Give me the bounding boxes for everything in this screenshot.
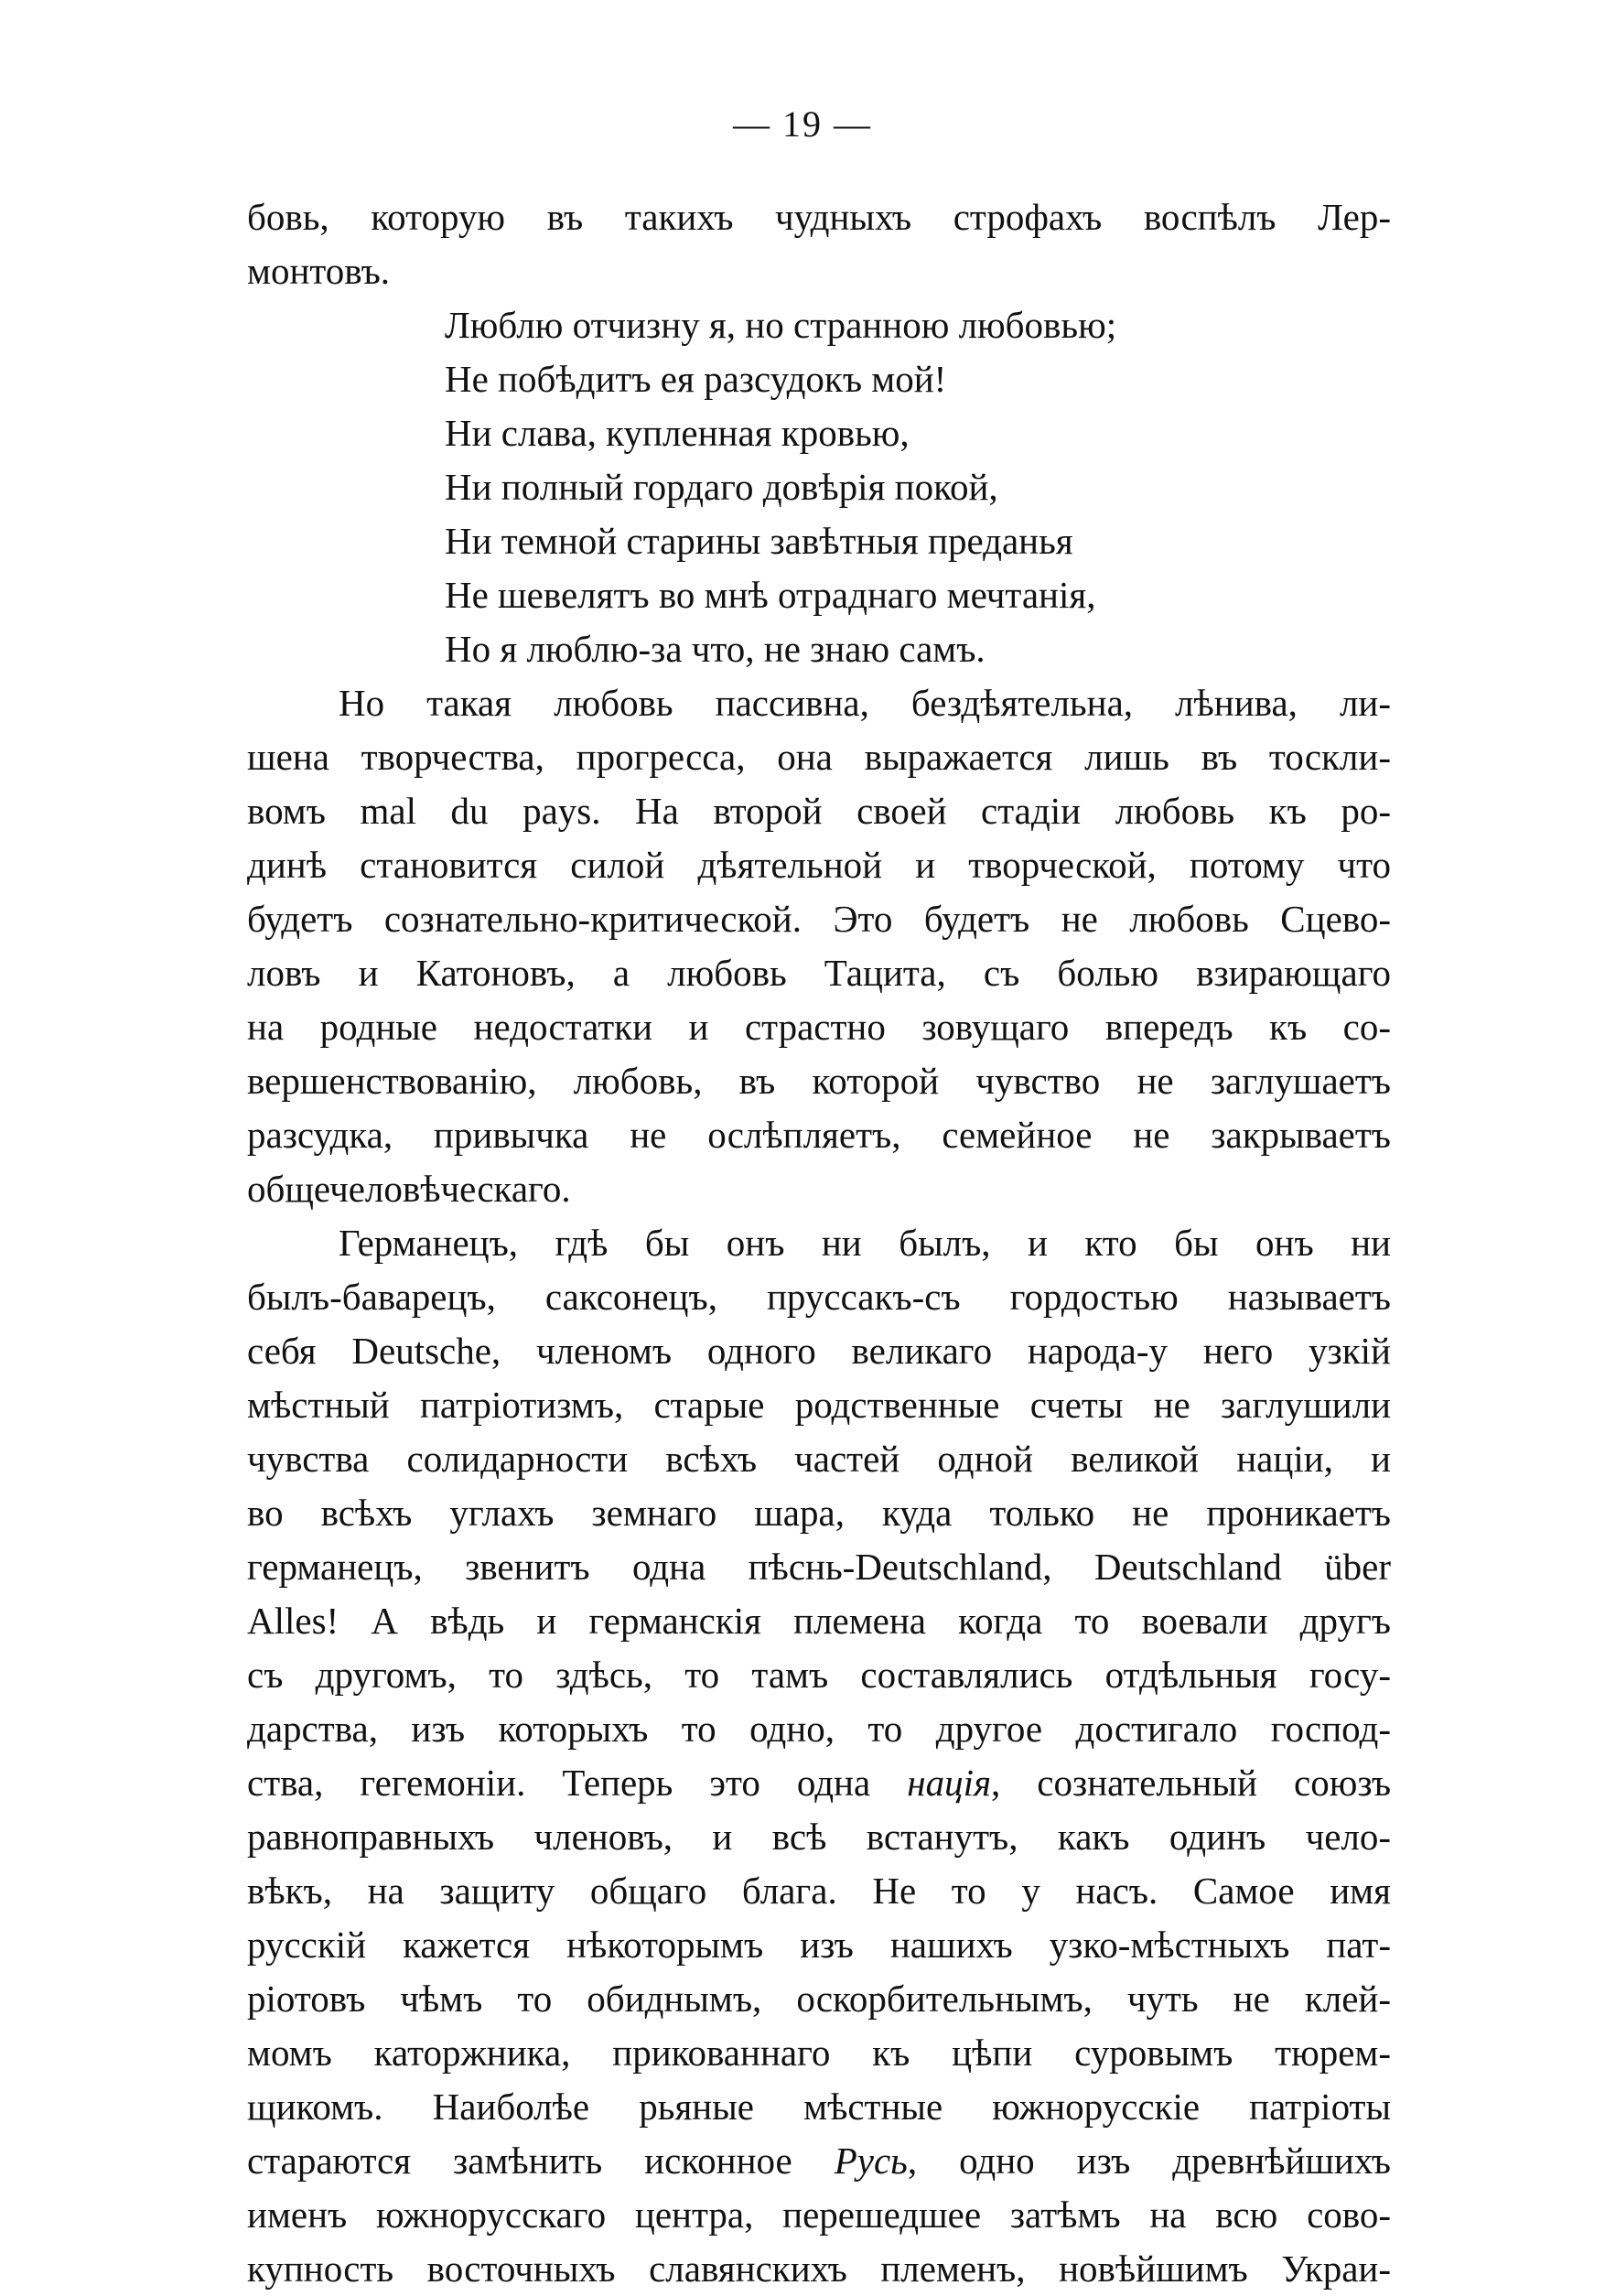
text-line: именъ южнорусскаго центра, перешедшее затѣмъ на всю сово- xyxy=(247,2194,1391,2236)
text-line: щикомъ. Наиболѣе рьяные мѣстные южнорусскіе патріоты xyxy=(247,2086,1391,2128)
paragraph-first-line: Но такая любовь пассивна, бездѣятельна, лѣнива, ли- xyxy=(339,682,1391,724)
paragraph-first-line: Германецъ, гдѣ бы онъ ни былъ, и кто бы онъ ни xyxy=(339,1222,1391,1264)
text-line: чувства солидарности всѣхъ частей одной великой націи, и xyxy=(247,1438,1391,1480)
text-line: Alles! А вѣдь и германскія племена когда то воевали другъ xyxy=(247,1600,1391,1642)
italic-word: нація xyxy=(907,1762,992,1804)
text-line: съ другомъ, то здѣсь, то тамъ составлялись отдѣльныя госу- xyxy=(247,1654,1391,1696)
text-line: мѣстный патріотизмъ, старые родственные счеты не заглушили xyxy=(247,1384,1391,1426)
page-number: — 19 — xyxy=(733,103,872,145)
text-line: вѣкъ, на защиту общаго блага. Не то у насъ. Самое имя xyxy=(247,1870,1391,1912)
text-line-with-italic xyxy=(247,2134,1391,2188)
italic-word: Русь xyxy=(834,2140,908,2182)
text-segment: , одно изъ древнѣйшихъ xyxy=(907,2140,1392,2182)
poem-line: Ни слава, купленная кровью, xyxy=(445,412,910,454)
text-segment: , сознательный союзъ xyxy=(991,1762,1392,1804)
text-line-with-italic xyxy=(247,1756,1391,1810)
text-line: русскій кажется нѣкоторымъ изъ нашихъ узко-мѣстныхъ пат- xyxy=(247,1924,1391,1966)
text-line: равноправныхъ членовъ, и всѣ встанутъ, какъ одинъ чело- xyxy=(247,1816,1391,1858)
poem-line: Люблю отчизну я, но странною любовью; xyxy=(445,304,1117,346)
poem-line: Ни полный гордаго довѣрія покой, xyxy=(445,466,998,508)
text-line: на родные недостатки и страстно зовущаго впередъ къ со- xyxy=(247,1006,1391,1048)
text-line: общечеловѣческаго. xyxy=(247,1168,571,1210)
text-line: бовь, которую въ такихъ чудныхъ строфахъ воспѣлъ Лер- xyxy=(247,196,1391,238)
text-line: ріотовъ чѣмъ то обиднымъ, оскорбительнымъ, чуть не клей- xyxy=(247,1978,1391,2020)
text-line: вершенствованію, любовь, въ которой чувство не заглушаетъ xyxy=(247,1060,1391,1102)
text-line: разсудка, привычка не ослѣпляетъ, семейное не закрываетъ xyxy=(247,1114,1391,1156)
text-line: дарства, изъ которыхъ то одно, то другое достигало господ- xyxy=(247,1708,1391,1750)
text-segment: ства, гегемоніи. Теперь это одна xyxy=(247,1762,871,1804)
body-text xyxy=(247,190,1391,2296)
poem-line: Ни темной старины завѣтныя преданья xyxy=(445,520,1073,562)
text-line: во всѣхъ углахъ земнаго шара, куда только не проникаетъ xyxy=(247,1492,1391,1534)
text-line: ловъ и Катоновъ, а любовь Тацита, съ болью взирающаго xyxy=(247,952,1391,994)
text-line: германецъ, звенитъ одна пѣснь-Deutschland, Deutschland über xyxy=(247,1546,1391,1588)
poem-line: Не шевелятъ во мнѣ отраднаго мечтанія, xyxy=(445,574,1096,616)
text-line: монтовъ. xyxy=(247,250,391,292)
text-line: динѣ становится силой дѣятельной и творческой, потому что xyxy=(247,844,1391,886)
text-line: купность восточныхъ славянскихъ племенъ, новѣйшимъ Украи- xyxy=(247,2247,1391,2290)
text-line: будетъ сознательно-критической. Это будетъ не любовь Сцево- xyxy=(247,898,1391,940)
text-line: себя Deutsche, членомъ одного великаго народа-у него узкій xyxy=(247,1330,1391,1372)
text-line: момъ каторжника, прикованнаго къ цѣпи суровымъ тюрем- xyxy=(247,2032,1391,2074)
poem-line: Но я люблю-за что, не знаю самъ. xyxy=(445,628,986,670)
text-line: шена творчества, прогресса, она выражается лишь въ тоскли- xyxy=(247,736,1391,778)
text-line: былъ-баварецъ, саксонецъ, пруссакъ-съ гордостью называетъ xyxy=(247,1276,1391,1318)
text-segment: стараются замѣнить исконное xyxy=(247,2140,792,2182)
text-line: вомъ mal du pays. На второй своей стадіи любовь къ ро- xyxy=(247,790,1391,832)
poem-line: Не побѣдитъ ея разсудокъ мой! xyxy=(445,358,947,400)
